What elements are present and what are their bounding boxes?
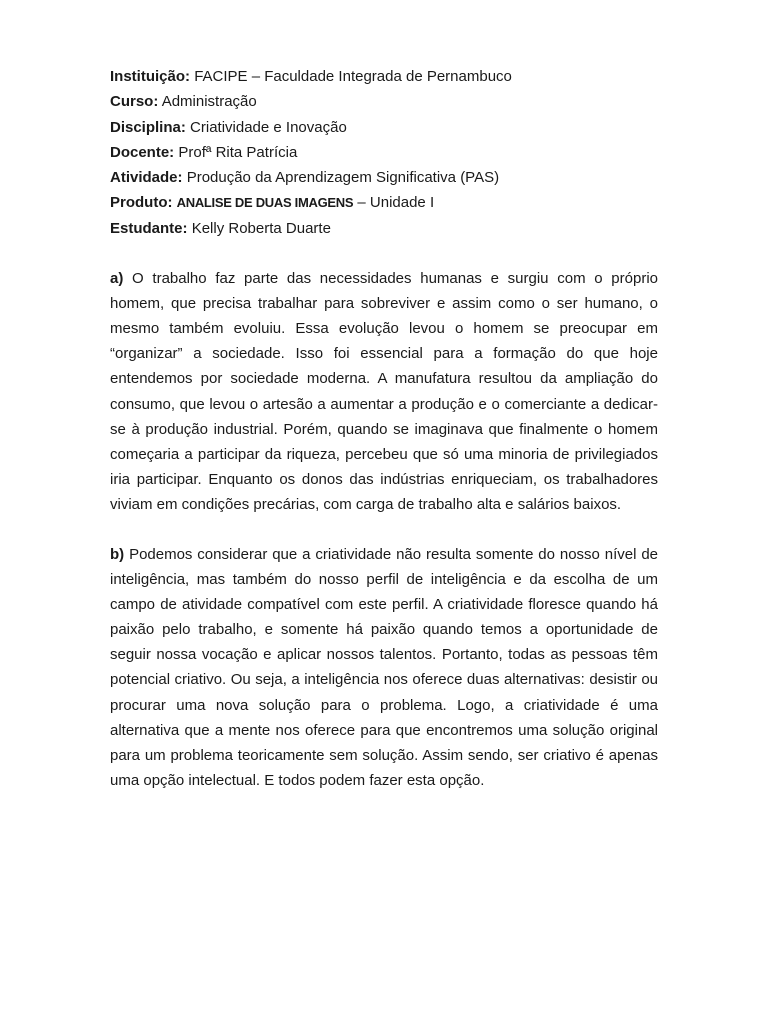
header-curso-value: Administração [161,93,257,111]
answer-b-text: Podemos considerar que a criatividade não resulta somente do nosso nível de inteligência, mas também do nosso perfil de inteligência e da escolha de um campo de atividade compatível com este perfil. A criatividade floresce quando há paixão pelo trabalho, e somente há paixão quando temos a oportunidade de seguir nossa vocação e aplicar nossos talentos. Portanto, todas as pessoas têm potencial criativo. Ou seja, a inteligência nos oferece duas alternativas: desistir ou procurar uma nova solução para o problema. Logo, a criatividade é uma alternativa que a mente nos oferece para que encontremos uma solução original para um problema teoricamente sem solução. Assim sendo, ser criativo é apenas uma opção intelectual. E todos podem fazer esta opção. [110,546,659,789]
header-curso-label: Curso: [110,93,159,111]
header-estudante-value: Kelly Roberta Duarte [191,219,331,237]
header-disciplina [110,115,658,140]
header-produto-suffix: – Unidade I [357,194,435,212]
header-curso [110,89,658,114]
header-atividade-value: Produção da Aprendizagem Significativa (PAS) [186,169,500,187]
header-produto-label: Produto: [110,194,173,212]
header-instituicao-value: FACIPE – Faculdade Integrada de Pernambuco [194,68,512,85]
document-page [110,64,658,793]
header-docente-label: Docente: [110,143,175,161]
answer-a-label: a) [110,270,124,288]
header-disciplina-value: Criatividade e Inovação [190,118,347,136]
header-docente-value: Profª Rita Patrícia [178,143,298,161]
header-docente [110,140,658,165]
header-estudante [110,216,658,241]
header-atividade [110,165,658,190]
document-header [110,64,658,241]
header-produto-title: ANALISE DE DUAS IMAGENS [176,195,354,211]
header-instituicao-label: Instituição: [110,68,191,85]
answer-a-paragraph [110,266,658,517]
header-instituicao [110,64,658,89]
header-estudante-label: Estudante: [110,219,188,237]
answer-b-paragraph [110,542,658,793]
answer-b-label: b) [110,546,125,564]
header-disciplina-label: Disciplina: [110,118,186,136]
answer-a-text: O trabalho faz parte das necessidades humanas e surgiu com o próprio homem, que precisa trabalhar para sobreviver e assim como o ser humano, o mesmo também evoluiu. Essa evolução levou o homem se preocupar em “organizar” a sociedade. Isso foi essencial para a formação do que hoje entendemos por sociedade moderna. A manufatura resultou da ampliação do consumo, que levou o artesão a aumentar a produção e o comerciante a dedicar-se à produção industrial. Porém, quando se imaginava que finalmente o homem começaria a participar da riqueza, percebeu que só uma minoria de privilegiados iria participar. Enquanto os donos das indústrias enriqueciam, os trabalhadores viviam em condições precárias, com carga de trabalho alta e salários baixos. [110,270,658,513]
header-atividade-label: Atividade: [110,169,183,187]
header-produto [110,190,658,215]
